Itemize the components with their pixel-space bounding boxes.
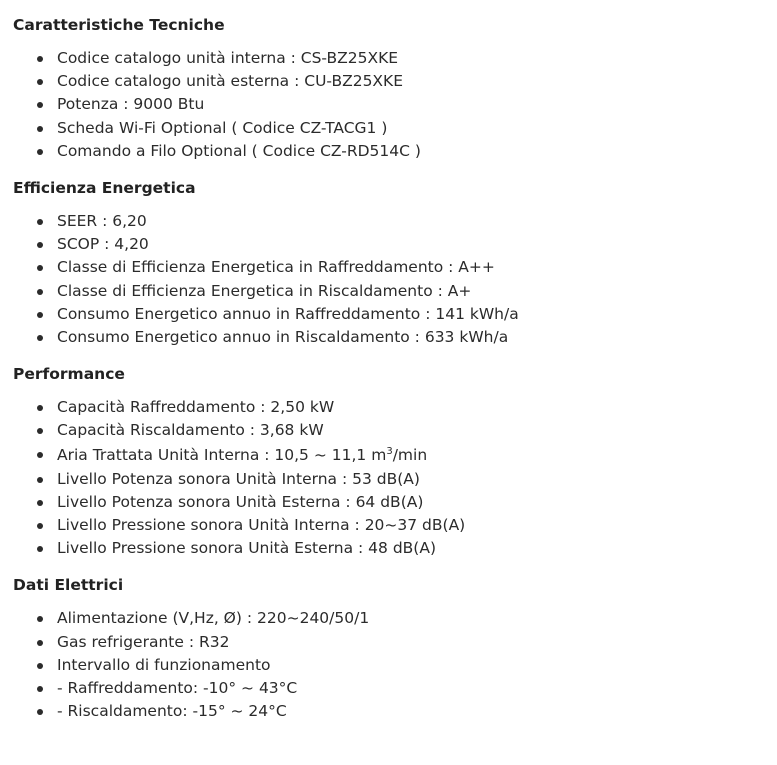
spec-list-dati-elettrici xyxy=(13,607,767,723)
list-item: Capacità Riscaldamento : 3,68 kW xyxy=(37,419,767,442)
air-flow-text: Aria Trattata Unità Interna : 10,5 ~ 11,1 m xyxy=(57,445,387,464)
list-item: - Raffreddamento: -10° ~ 43°C xyxy=(37,677,767,700)
section-title-dati-elettrici: Dati Elettrici xyxy=(13,576,124,595)
spec-content xyxy=(13,14,767,737)
list-item: Comando a Filo Optional ( Codice CZ-RD514C ) xyxy=(37,140,767,163)
list-item: Codice catalogo unità interna : CS-BZ25XKE xyxy=(37,47,767,70)
list-item: Livello Pressione sonora Unità Interna : 20~37 dB(A) xyxy=(37,514,767,537)
air-flow-suffix: /min xyxy=(392,445,428,464)
section-title-caratteristiche: Caratteristiche Tecniche xyxy=(13,16,225,34)
list-item: Scheda Wi-Fi Optional ( Codice CZ-TACG1 ) xyxy=(37,117,767,140)
list-item: Codice catalogo unità esterna : CU-BZ25XKE xyxy=(37,70,767,93)
section-performance xyxy=(13,363,767,560)
list-item: Consumo Energetico annuo in Raffreddamento : 141 kWh/a xyxy=(37,303,767,326)
list-item-air-flow xyxy=(37,443,767,468)
list-item: SCOP : 4,20 xyxy=(37,233,767,256)
list-item: - Riscaldamento: -15° ~ 24°C xyxy=(37,700,767,723)
spec-list-performance xyxy=(13,396,767,560)
list-item: Capacità Raffreddamento : 2,50 kW xyxy=(37,396,767,419)
spec-list-caratteristiche xyxy=(13,47,767,163)
section-title-performance: Performance xyxy=(13,365,125,384)
list-item: Classe di Efficienza Energetica in Riscaldamento : A+ xyxy=(37,280,767,303)
list-item: Livello Potenza sonora Unità Esterna : 64 dB(A) xyxy=(37,491,767,514)
list-item: Classe di Efficienza Energetica in Raffreddamento : A++ xyxy=(37,256,767,279)
list-item: SEER : 6,20 xyxy=(37,210,767,233)
list-item: Intervallo di funzionamento xyxy=(37,654,767,677)
list-item: Livello Pressione sonora Unità Esterna : 48 dB(A) xyxy=(37,537,767,560)
list-item: Potenza : 9000 Btu xyxy=(37,93,767,116)
list-item: Livello Potenza sonora Unità Interna : 53 dB(A) xyxy=(37,468,767,491)
section-title-efficienza: Efficienza Energetica xyxy=(13,179,196,198)
list-item: Alimentazione (V,Hz, Ø) : 220~240/50/1 xyxy=(37,607,767,630)
list-item: Gas refrigerante : R32 xyxy=(37,631,767,654)
air-flow-superscript: 3 xyxy=(386,445,393,457)
spec-list-efficienza xyxy=(13,210,767,349)
list-item: Consumo Energetico annuo in Riscaldamento : 633 kWh/a xyxy=(37,326,767,349)
